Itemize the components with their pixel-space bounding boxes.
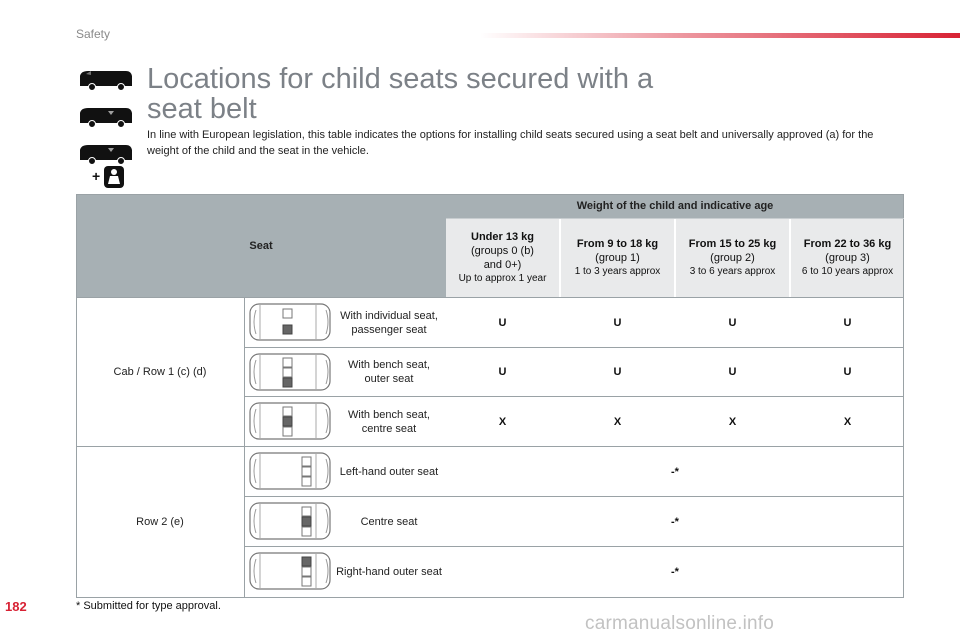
page-title: Locations for child seats secured with a seat belt xyxy=(147,63,654,125)
seat-description: With individual seat, passenger seat xyxy=(340,309,438,336)
suitability-value: U xyxy=(728,316,737,329)
seat-position-diagram xyxy=(248,352,332,392)
seat-description: With bench seat, outer seat xyxy=(348,359,430,385)
suitability-value: U xyxy=(613,316,622,329)
suitability-value: U xyxy=(843,316,852,329)
row-group-label: Row 2 (e) xyxy=(136,516,184,528)
watermark: carmanualsonline.info xyxy=(585,613,775,634)
row-group-label: Cab / Row 1 (c) (d) xyxy=(113,366,207,378)
svg-text:+: + xyxy=(92,168,101,184)
suitability-value: U xyxy=(613,366,622,378)
suitability-value: U xyxy=(498,366,507,378)
suitability-value: X xyxy=(843,415,852,428)
intro-text: In line with European legislation, this table indicates the options for installing child seats secured using a seat belt and universally approved (a) for the weight of the child and the seat in the vehicle. xyxy=(147,129,874,157)
seat-description: Right-hand outer seat xyxy=(336,566,442,578)
van-icon xyxy=(78,103,134,129)
suitability-value: -* xyxy=(671,515,679,528)
child-seat-table xyxy=(76,194,904,598)
seat-position-diagram xyxy=(248,551,332,591)
footnote: * Submitted for type approval. xyxy=(76,600,221,612)
seat-position-diagram xyxy=(248,302,332,342)
suitability-value: X xyxy=(728,415,737,428)
seat-description: With bench seat, centre seat xyxy=(348,408,430,435)
suitability-value: -* xyxy=(671,465,679,478)
plus-child-seat-icon xyxy=(92,165,126,189)
seat-description: Left-hand outer seat xyxy=(339,465,439,478)
suitability-value: -* xyxy=(671,566,679,578)
section-label: Safety xyxy=(76,27,111,41)
weight-column-header: Under 13 kg (groups 0 (b) and 0+) Up to approx 1 year xyxy=(446,218,559,297)
seat-position-diagram xyxy=(248,401,332,441)
seat-position-diagram xyxy=(248,451,332,491)
seat-description: Centre seat xyxy=(360,515,418,528)
seat-column-header: Seat xyxy=(249,239,273,252)
suitability-value: U xyxy=(843,366,852,378)
van-icon xyxy=(78,140,134,166)
header-accent-bar xyxy=(480,33,960,38)
weight-column-header: From 15 to 25 kg (group 2) 3 to 6 years approx xyxy=(676,218,789,297)
page-number: 182 xyxy=(5,599,27,614)
suitability-value: U xyxy=(728,366,737,378)
suitability-value: X xyxy=(613,415,622,428)
suitability-value: X xyxy=(498,415,507,428)
weight-column-header: From 9 to 18 kg (group 1) 1 to 3 years approx xyxy=(561,218,674,297)
suitability-value: U xyxy=(498,316,507,329)
weight-column-header: From 22 to 36 kg (group 3) 6 to 10 years approx xyxy=(791,218,904,297)
van-icon xyxy=(78,66,134,92)
seat-position-diagram xyxy=(248,501,332,541)
weight-header: Weight of the child and indicative age xyxy=(576,200,774,212)
